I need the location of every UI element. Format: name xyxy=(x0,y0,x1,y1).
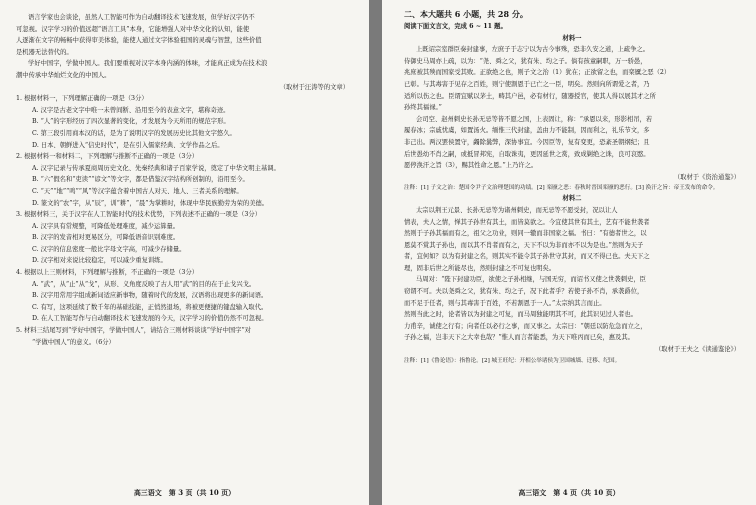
left-exam-page xyxy=(0,0,369,505)
reading-instruction: 阅读下面文言文，完成 6 ~ 11 题。 xyxy=(404,23,507,30)
intro-line: 人逐渐在文字的畅畅中获得审美体验，能使人通过文字体验祖国的灵魂与智慧，这些价值 xyxy=(16,37,262,45)
question-4-stem: 4. 根据以上三则材料，下列理解与推断，不正确的一项是（3分） xyxy=(16,269,199,277)
passage-line: 适所以伤之也。臣谓宜赋以茅土，畴其户邑，必有材行，随器授官，使其人得以展其才之所 xyxy=(404,92,656,100)
passage-line: 孙终其福禄。” xyxy=(404,104,442,112)
page-footer: 高三语文 第 3 页（共 10 页） xyxy=(133,488,236,497)
question-4-option-b: B. 汉字用常用字组成新词适应新事物，随着时代的发展，汉语将出现更多的新词语。 xyxy=(32,292,268,300)
material-1-notes: 注释：[1] 子文之治：楚国令尹子文治理楚国的功绩。[2] 栾黡之恶：春秋时晋国栾黡的恶行。[3] 涣汗之旨：帝王发布的命令。 xyxy=(404,185,719,192)
question-4-option-c: C. 有写，这项延续了数千年的基础技能，正悄然退场，将被更便捷的键盘输入取代。 xyxy=(32,303,268,311)
question-1-option-d: D. 日本、朝鲜进入“信史时代”，是在引入儒家经典、文学作品之后。 xyxy=(32,141,224,149)
question-5-stem: 5. 材料三结尾写到“学好中国字，学做中国人”，请结合三则材料谈谈“学好中国字”对 xyxy=(16,327,251,335)
passage-line: 上既诏宗室群臣奏封建事，左庶子于志宁以为古今事殊，恐非久安之道，上疏争之。 xyxy=(416,46,649,54)
intro-line: 潮中传承中华灿烂文化的中国人。 xyxy=(16,71,111,79)
source-citation: （取材于汪涛等的文章） xyxy=(279,83,349,91)
question-1-stem: 1. 根据材料一，下列理解正确的一项是（3分） xyxy=(16,95,148,103)
question-3-option-c: C. 汉字的信息密度一般比字母文字高，可减少存储量。 xyxy=(32,245,186,253)
question-1-option-c: C. 第三段引用商本汉的话，是为了说明汉字的发展历史比其他文字悠久。 xyxy=(32,129,236,137)
intro-line: 可忽视。汉字学习的价值远超“语言工具”本身，它能增强人对中华文化的认知，能使 xyxy=(16,25,250,33)
material-2-notes: 注释：[1]《鲁论语》：指鲁论。[2] 城王旺纪：开相公举诸侯为卫国城墙、迁移、纪国。 xyxy=(404,357,621,364)
passage-line: 侍御史马周亦上疏，以为：“尧、舜之父，犹有朱、均之子。倘有孩童嗣职，万一骄愚， xyxy=(404,57,647,65)
question-5-stem: “学做中国人”的意义。（6分） xyxy=(32,338,115,346)
passage-line: 非己出。两汉罢侯置守，蠲除曩弊，深协事宜。今因臣等，复有变更，恐紊圣朝纲纪；且 xyxy=(404,138,650,146)
material-1-title: 材料一 xyxy=(562,34,582,42)
right-exam-page xyxy=(382,0,756,505)
passage-line: 力甫辛，诚使之行有；向者任以必行之事，而又事之。太宗曰：“朝廷以防危急而立之， xyxy=(404,322,647,330)
section-heading: 二、本大题共 6 小题，共 28 分。 xyxy=(404,9,528,19)
passage-line: 然则于子孙其福而有之，祖父之功业，则同一辙而非国家之福。书曰：“有德者世之，以 xyxy=(404,230,647,238)
question-3-option-a: A. 汉字具有常规整，可降低处理难度，减少运算量。 xyxy=(32,222,180,230)
material-2-title: 材料二 xyxy=(562,195,582,203)
passage-line: 然则当此之时，论者皆以为封建之可复，而马周独能明其不可，此其识见过人者也。 xyxy=(404,311,637,319)
question-1-option-b: B. “人”的字形经历了四次显著的变化，才发展为今天所用的规范字形。 xyxy=(32,118,230,126)
intro-line: 学好中国字，学做中国人。我们要重视对汉字本身内涵的体味，才能真正成为在技术浪 xyxy=(28,60,268,68)
passage-line: 恩莫不赏其子孙也，而以其不肖者而有之，天下不以为非而亦不以为是也。”然则为天子 xyxy=(404,241,644,249)
passage-line: 兆庶被其殃而国家受其败。正欲绝之也，则子文之治（1）犹在；正欲留之也，而栾黡之恶（2） xyxy=(404,69,671,77)
page-footer: 高三语文 第 4 页（共 10 页） xyxy=(518,488,620,497)
question-4-option-a: A. “武”，从“止”从“戈”，从形、义角度反映了古人用“武”的目的在于止戈兴戈。 xyxy=(32,280,256,288)
question-2-option-a: A. 汉字记录与传承夏商周历史文化、先秦经典和诸子百家学说，奠定了中华文明主基调。 xyxy=(32,164,280,172)
passage-line: 而不足于任者，则与其毒害于百姓，不若割恩于一人。”太宗纳其言而止。 xyxy=(404,299,606,307)
question-1-option-a: A. 汉字是古老文字中唯一未曾间断、沿用至今的表意文字，堪称奇迹。 xyxy=(32,106,230,114)
question-3-stem: 3. 根据材料三，关于汉字在人工智能时代的技术优势，下列表述不正确的一项是（3分） xyxy=(16,211,262,219)
page-gutter xyxy=(369,0,382,505)
intro-line: 是机器无法替代的。 xyxy=(16,48,73,56)
question-2-option-b: B. “六”假名和“吏读”“谚文”等文字，都是借鉴汉字结构所创制的，沿用至今。 xyxy=(32,176,249,184)
question-4-option-d: D. 在人工智能写作与自动翻译技术飞速发展的今天，汉字学习的价值仍然不可忽视。 xyxy=(32,315,268,323)
question-2-option-d: D. 篆文的“农”字，从“辰”，训“耕”，“晨”为掌耕时，体现中华民族勤劳为荣的美德。 xyxy=(32,199,269,207)
passage-line: 理，固非后世之所能尽也，然则封建之不可复也明矣。 xyxy=(404,264,556,272)
question-2-stem: 2. 根据材料一和材料二，下列理解与推断不正确的一项是（3分） xyxy=(16,153,199,161)
passage-line: 马周对：“陛下封建功臣，欲使之子孙相继，与国无穷，而诏书又使之世袭刺史，臣 xyxy=(416,276,646,284)
passage-line: 履春冰；宗戚忧虞，如置汤火。缅惟三代封建，盖由力不能制，因而利之，礼乐节文，多 xyxy=(404,127,650,135)
passage-line: 子孙之福，岂非天下之大幸也哉？”惟人而言者能悉，为天下唯丙而已矣，惠及其。 xyxy=(404,334,634,342)
passage-line: 太宗以荆王元景、长孙无忌等为诸州刺史，而无忌等不愿受封，况以让人 xyxy=(416,206,618,214)
question-2-option-c: C. “天”“地”“鸣”“风”等汉字蕴含着中国古人对天、地人、三者关系的理解。 xyxy=(32,187,243,195)
passage-line: 者，宜何如？以为有封建之名，则其实不能令其子孙世守其封，而又不得已也。夫天下之 xyxy=(404,253,650,261)
intro-line: 语言学家也会谈论，虽然人工智能可作为自动翻译技术飞速发展，但学好汉字仍不 xyxy=(28,14,255,21)
passage-line: 情表，夫人之情，惮其子孙世有其土，而皆莫欲之。今宜使其世有其土，艺有不能世袭者 xyxy=(404,218,650,226)
question-3-option-b: B. 汉字的发音相对更易区分，可降低语音识别难度。 xyxy=(32,234,180,242)
material-1-source: （取材于《资治通鉴》） xyxy=(673,173,740,181)
question-3-option-d: D. 汉字相对来说比较稳定，可以减少重复训练。 xyxy=(32,257,167,265)
passage-line: 窃谓不可。夫以尧舜之父，犹有朱、均之子，况下此者乎？若使子孙不肖，承袭爵位， xyxy=(404,288,644,296)
passage-line: 后世愚幼不肖之嗣，或抵冒邦宪，自取诛夷，更因延世之赏，致成剿绝之诛，良可哀愍。 xyxy=(404,150,650,158)
passage-line: 会司空、赵州刺史长孙无忌等皆不愿之国，上表固让，称：“承恩以来，形影相吊，若 xyxy=(416,115,653,123)
passage-line: 愿停涣汗之旨（3），赐其性命之恩。”上乃许之。 xyxy=(404,162,538,170)
material-2-source: （取材于王夫之《读通鉴论》） xyxy=(654,346,740,354)
passage-line: 已彰。与其毒害于见存之百姓，则宁使割恩于已亡之一臣，明矣。然则向所谓爱之者，乃 xyxy=(404,80,650,88)
